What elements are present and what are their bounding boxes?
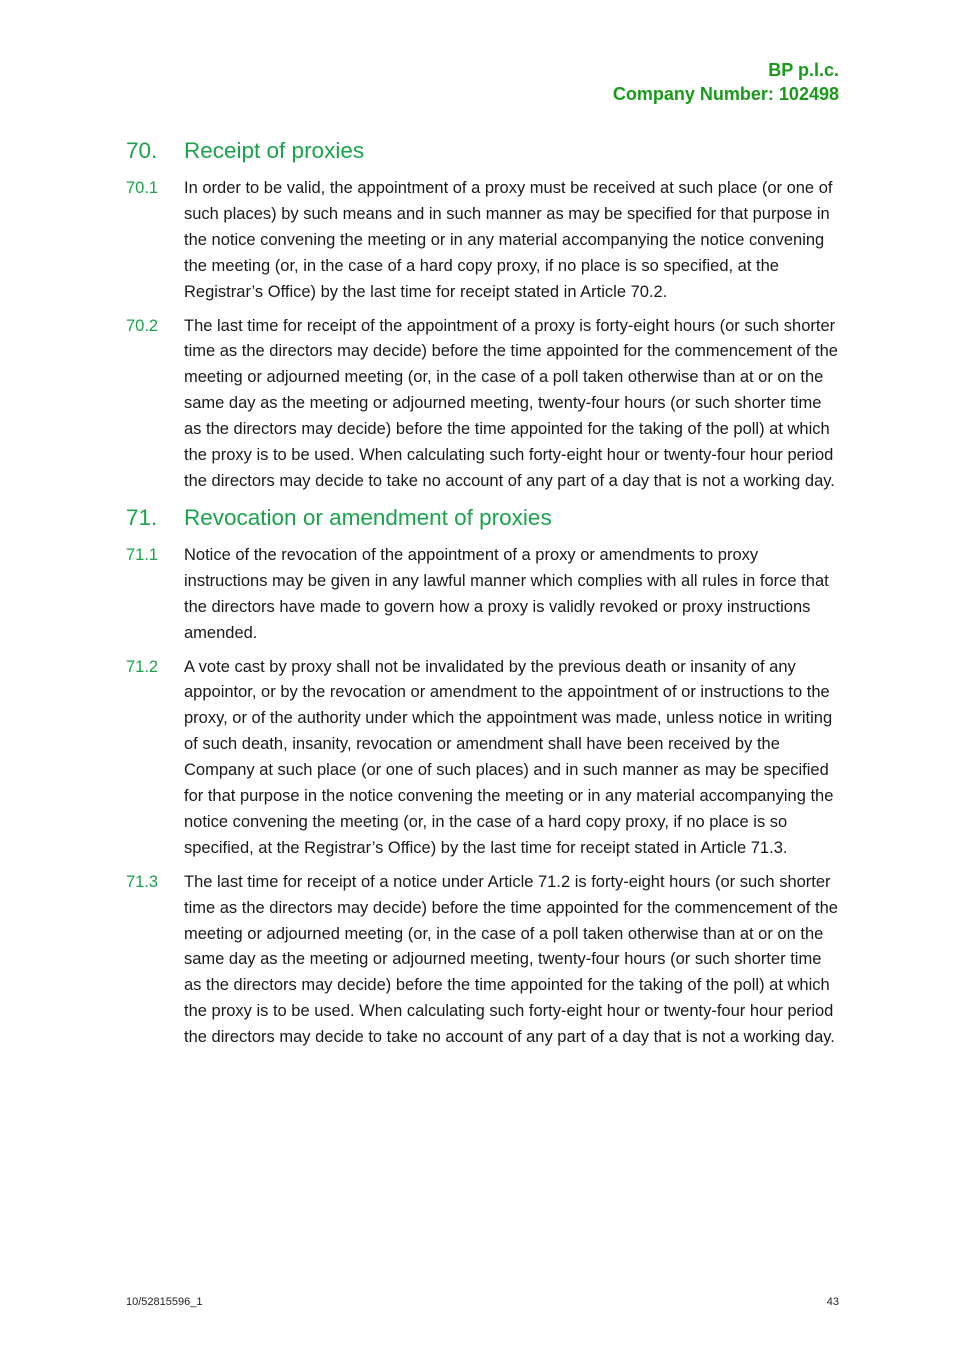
document-reference: 10/52815596_1: [126, 1296, 203, 1308]
clause-number: 71.3: [126, 872, 159, 891]
clause-71-3: [126, 870, 841, 1051]
section-number: 71.: [126, 504, 158, 530]
section-title: Receipt of proxies: [184, 138, 365, 163]
clause-70-2: [126, 314, 841, 495]
clause-text: Notice of the revocation of the appointment of a proxy or amendments to proxy instructions may be given in any lawful manner which complies with all rules in force that the directors have made to govern how a proxy is validly revoked or proxy instructions amended.: [184, 545, 829, 642]
section-70: [126, 136, 841, 495]
clause-71-2: [126, 655, 841, 862]
page-header: [613, 58, 839, 106]
section-title: Revocation or amendment of proxies: [184, 504, 552, 530]
clause-text: The last time for receipt of the appointment of a proxy is forty-eight hours (or such shorter time as the directors may decide) before the time appointed for the commencement of the meeting or adjourned meeting (or, in the case of a poll taken otherwise than at or on the same day as the meeting or adjourned meeting, twenty-four hours (or such shorter time as the directors may decide) before the time appointed for the taking of the poll) at which the proxy is to be used. When calculating such forty-eight hour or twenty-four hour period the directors may decide to take no account of any part of a day that is not a working day.: [184, 316, 838, 490]
clause-70-1: [126, 176, 841, 306]
clause-number: 71.1: [126, 545, 159, 564]
clause-text: In order to be valid, the appointment of a proxy must be received at such place (or one of such places) by such means and in such manner as may be specified for that purpose in the notice convening the meeting or in any material accompanying the notice convening the meeting (or, in the case of a hard copy proxy, if no place is so specified, at the Registrar’s Office) by the last time for receipt stated in Article 70.2.: [184, 179, 833, 301]
company-number: Company Number: 102498: [612, 84, 839, 104]
clause-number: 71.2: [126, 657, 159, 676]
document-body: [126, 136, 841, 1059]
clause-text: The last time for receipt of a notice under Article 71.2 is forty-eight hours (or such shorter time as the directors may decide) before the time appointed for the commencement of the meeting or adjourned meeting (or, in the case of a poll taken otherwise than at or on the same day as the meeting or adjourned meeting, twenty-four hours (or such shorter time as the directors may decide) before the time appointed for the taking of the poll) at which the proxy is to be used. When calculating such forty-eight hour or twenty-four hour period the directors may decide to take no account of any part of a day that is not a working day.: [184, 872, 838, 1047]
clause-number: 70.2: [126, 316, 159, 335]
page-number: 43: [826, 1296, 839, 1308]
clause-71-1: [126, 543, 841, 647]
section-71: [126, 503, 841, 1051]
clause-number: 70.1: [126, 179, 159, 197]
clause-text: A vote cast by proxy shall not be invalidated by the previous death or insanity of any appointor, or by the revocation or amendment to the appointment of or instructions to the proxy, or of the authority under which the appointment was made, unless notice in writing of such death, insanity, revocation or amendment shall have been received by the Company at such place (or one of such places) and in such manner as may be specified for that purpose in the notice convening the meeting or in any material accompanying the notice convening the meeting (or, in the case of a hard copy proxy, if no place is so specified, at the Registrar’s Office) by the last time for receipt stated in Article 71.3.: [184, 657, 834, 857]
section-heading: [126, 136, 841, 166]
section-number: 70.: [126, 138, 158, 163]
section-heading: [126, 503, 841, 533]
company-name: BP p.l.c.: [768, 60, 839, 80]
